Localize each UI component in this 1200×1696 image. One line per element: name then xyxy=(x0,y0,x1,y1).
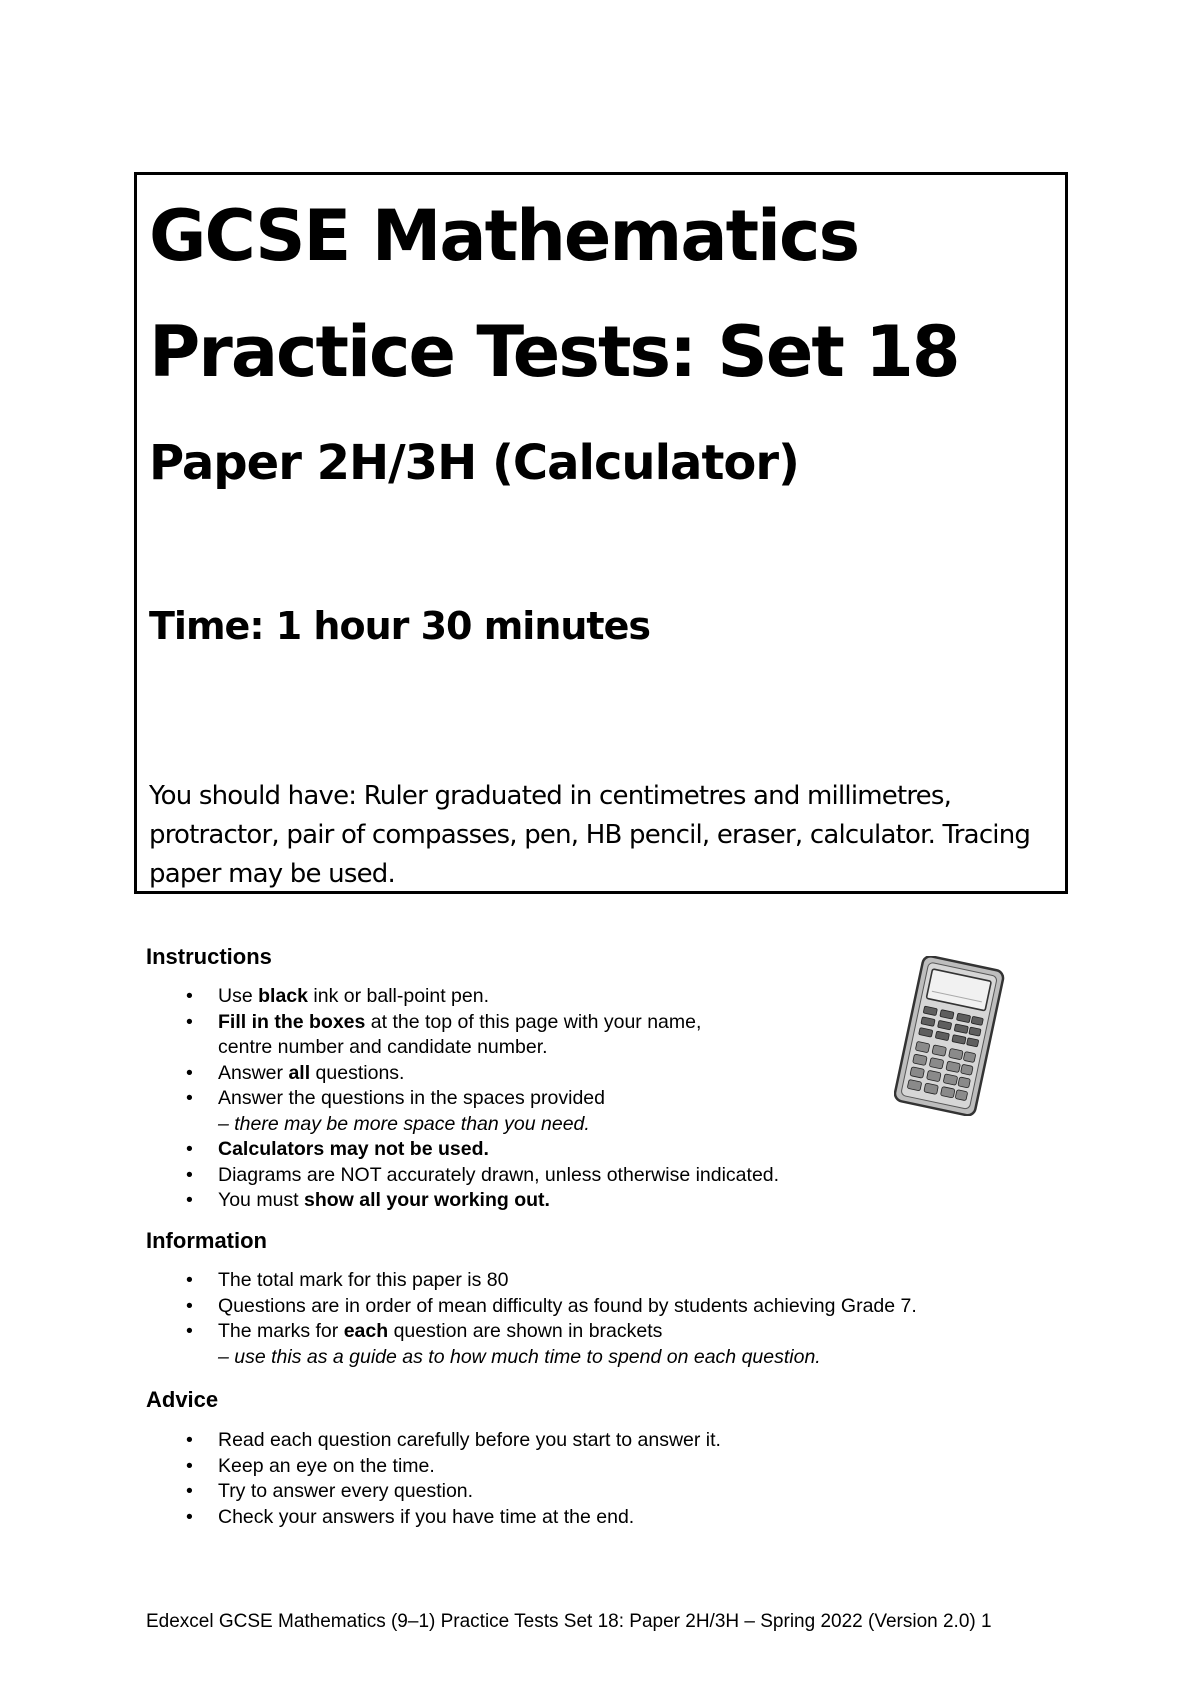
list-item: • Answer all questions. xyxy=(186,1061,779,1087)
list-item: • Check your answers if you have time at the end. xyxy=(186,1505,721,1531)
list-item: • Fill in the boxes at the top of this page with your name, centre number and candidate number. xyxy=(186,1010,779,1061)
title-box xyxy=(134,172,1068,894)
list-item: • Read each question carefully before you start to answer it. xyxy=(186,1428,721,1454)
instructions-heading: Instructions xyxy=(146,944,272,969)
list-item: • Answer the questions in the spaces provided – there may be more space than you need. xyxy=(186,1086,779,1137)
list-item: • Try to answer every question. xyxy=(186,1479,721,1505)
time-allowed: Time: 1 hour 30 minutes xyxy=(149,604,650,648)
title-line-1: GCSE Mathematics xyxy=(149,195,859,277)
list-item: • You must show all your working out. xyxy=(186,1188,779,1214)
equipment-note: You should have: Ruler graduated in centimetres and millimetres, protractor, pair of compasses, pen, HB pencil, eraser, calculator. Tracing paper may be used. xyxy=(149,781,1031,889)
list-item: • Calculators may not be used. xyxy=(186,1137,779,1163)
list-item: • The marks for each question are shown in brackets – use this as a guide as to how much time to spend on each question. xyxy=(186,1319,917,1370)
calculator-icon xyxy=(894,956,1006,1116)
instructions-list xyxy=(186,984,779,1214)
advice-list xyxy=(186,1428,721,1530)
paper-subtitle: Paper 2H/3H (Calculator) xyxy=(149,435,799,491)
list-item: • Diagrams are NOT accurately drawn, unless otherwise indicated. xyxy=(186,1163,779,1189)
list-item: • The total mark for this paper is 80 xyxy=(186,1268,917,1294)
information-heading: Information xyxy=(146,1228,267,1253)
list-item: • Questions are in order of mean difficulty as found by students achieving Grade 7. xyxy=(186,1294,917,1320)
list-item: • Use black ink or ball-point pen. xyxy=(186,984,779,1010)
list-item: • Keep an eye on the time. xyxy=(186,1454,721,1480)
title-line-2: Practice Tests: Set 18 xyxy=(149,311,959,393)
information-list xyxy=(186,1268,917,1370)
advice-heading: Advice xyxy=(146,1387,219,1412)
page-footer: Edexcel GCSE Mathematics (9–1) Practice Tests Set 18: Paper 2H/3H – Spring 2022 (Version 2.0) 1 xyxy=(146,1611,992,1632)
